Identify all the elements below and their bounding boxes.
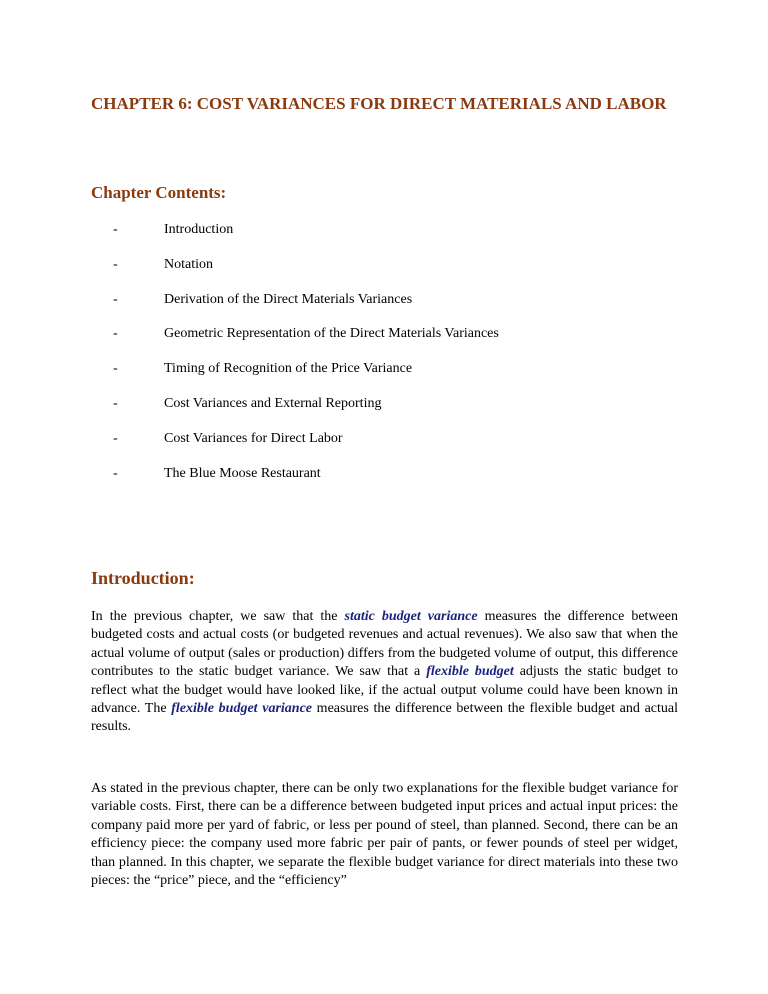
toc-bullet: -: [113, 430, 118, 446]
toc-bullet: -: [113, 465, 118, 481]
chapter-title: CHAPTER 6: COST VARIANCES FOR DIRECT MATERIALS AND LABOR: [91, 94, 667, 113]
introduction-paragraph-2: As stated in the previous chapter, there can be only two explanations for the flexible budget variance for variable costs. First, there can be a difference between budgeted input prices and actual input prices: the company paid more per yard of fabric, or less per pound of steel, than planned. Second, there can be an efficiency piece: the company used more fabric per pair of pants, or fewer pounds of steel per widget, than planned. In this chapter, we separate the flexible budget variance for direct materials into these two pieces: the “price” piece, and the “efficiency”: [91, 781, 678, 889]
chapter-contents-heading: Chapter Contents:: [91, 183, 227, 202]
toc-bullet: -: [113, 395, 118, 411]
paragraph-text: In the previous chapter, we saw that the: [91, 609, 345, 624]
toc-item-label: Cost Variances and External Reporting: [164, 395, 382, 411]
paragraph-text: measures the difference between budgeted costs and actual costs (or budgeted revenues and actual revenues). We also saw that when the actual volume of output (sales or production) differs from the budgeted volume of output, this difference contributes to the static budget variance. We saw that a: [91, 609, 678, 680]
toc-bullet: -: [113, 291, 118, 307]
toc-item-label: Geometric Representation of the Direct Materials Variances: [164, 326, 499, 342]
paragraph-text: adjusts the static budget to reflect what the budget would have looked like, if the actual output volume could have been known in advance. The: [91, 664, 679, 717]
toc-bullet: -: [113, 222, 118, 237]
introduction-heading: Introduction:: [91, 568, 195, 588]
toc-bullet: -: [113, 256, 118, 272]
toc-item-label: Derivation of the Direct Materials Variances: [164, 291, 413, 307]
toc-item-label: Introduction: [164, 222, 234, 237]
introduction-paragraph-1: [91, 608, 678, 737]
toc-bullet: -: [113, 361, 118, 377]
toc-item-label: Cost Variances for Direct Labor: [164, 430, 343, 446]
term-flexible-budget: flexible budget: [426, 664, 514, 680]
toc-item-label: Notation: [164, 256, 213, 272]
toc-item-label: Timing of Recognition of the Price Variance: [164, 361, 413, 377]
toc-item-label: The Blue Moose Restaurant: [164, 465, 321, 481]
term-flexible-budget-variance: flexible budget variance: [171, 701, 312, 717]
toc-bullet: -: [113, 326, 118, 342]
paragraph-text: measures the difference between the flexible budget and actual results.: [91, 701, 678, 735]
term-static-budget-variance: static budget variance: [344, 609, 478, 624]
